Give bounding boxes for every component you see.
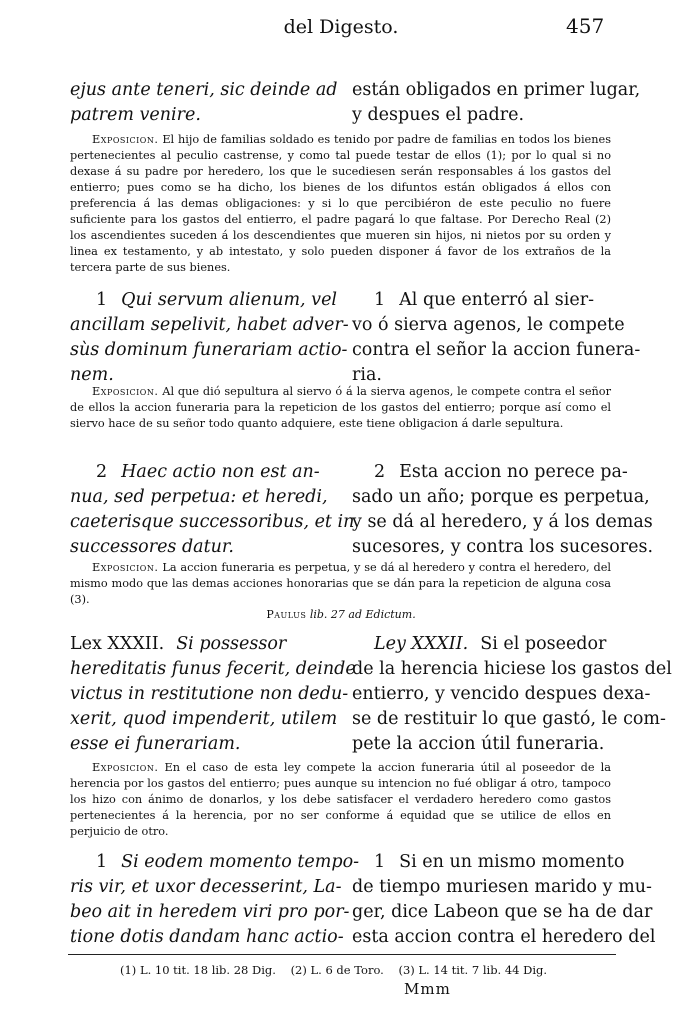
latin-line: ejus ante teneri, sic deinde ad	[70, 80, 338, 100]
spanish-line: sucesores, y contra los sucesores.	[352, 537, 654, 557]
latin-line: Si possessor	[176, 634, 287, 654]
latin-line: tione dotis dandam hanc actio-	[70, 927, 344, 947]
footnote-2: (2) L. 6 de Toro.	[290, 963, 384, 977]
spanish-line: ria.	[352, 365, 382, 385]
signature-mark: Mmm	[404, 980, 451, 998]
latin-line: Haec actio non est an-	[121, 462, 320, 482]
latin-line: patrem venire.	[70, 105, 201, 125]
latin-line: Qui servum alienum, vel	[121, 290, 338, 310]
spanish-line: Al que enterró al sier-	[399, 290, 594, 310]
exposicion-text: En el caso de esta ley compete la accion funeraria útil al poseedor de la herencia por los gastos del entierro; pues aunque su intencion no fué obligar á otro, tampoco los hizo con ánimo de donarlos, y los debe satisfacer el verdadero heredero como gastos pertenecientes á la herencia, por no ser conforme á equidad que se utilice de ellos en perjuicio de otro.	[70, 761, 611, 838]
spanish-text-block-1	[352, 78, 641, 128]
spanish-line: Si en un mismo momento	[399, 852, 625, 872]
latin-text-block-2	[70, 288, 349, 388]
spanish-line: de tiempo muriesen marido y mu-	[352, 877, 652, 897]
spanish-line: están obligados en primer lugar,	[352, 80, 641, 100]
paragraph-number: 2	[96, 462, 108, 482]
spanish-line: sado un año; porque es perpetua,	[352, 487, 650, 507]
spanish-line: Si el poseedor	[480, 634, 607, 654]
latin-line: victus in restitutione non dedu-	[70, 684, 349, 704]
latin-line: sùs dominum funerariam actio-	[70, 340, 348, 360]
page-number: 457	[566, 14, 605, 38]
latin-text-block-4	[70, 632, 356, 757]
ley-heading: Ley XXXII.	[374, 634, 469, 654]
latin-line: ris vir, et uxor decesserint, La-	[70, 877, 342, 897]
paragraph-number: 1	[374, 290, 386, 310]
latin-text-block-5	[70, 850, 360, 950]
spanish-line: ger, dice Labeon que se ha de dar	[352, 902, 653, 922]
exposicion-paragraph-4	[70, 760, 611, 840]
spanish-text-block-4	[352, 632, 672, 757]
footnote-divider	[68, 954, 616, 955]
spanish-text-block-5	[352, 850, 656, 950]
latin-line: nem.	[70, 365, 114, 385]
exposicion-text: Al que dió sepultura al siervo ó á la sierva agenos, le compete contra el señor de ellos la accion funeraria para la repeticion de los gastos del entierro; porque así como el siervo hace de su señor todo quanto adquiere, este tiene obligacion á darle sepultura.	[70, 385, 611, 430]
paragraph-number: 1	[96, 290, 108, 310]
footnote-3: (3) L. 14 tit. 7 lib. 44 Dig.	[398, 963, 548, 977]
latin-line: ancillam sepelivit, habet adver-	[70, 315, 349, 335]
spanish-line: pete la accion útil funeraria.	[352, 734, 605, 754]
spanish-line: entierro, y vencido despues dexa-	[352, 684, 651, 704]
latin-line: caeterisque successoribus, et in	[70, 512, 355, 532]
footnote-1: (1) L. 10 tit. 18 lib. 28 Dig.	[120, 963, 276, 977]
exposicion-label: Exposicion.	[92, 561, 159, 574]
exposicion-label: Exposicion.	[92, 385, 159, 398]
running-header: del Digesto.	[283, 16, 399, 38]
exposicion-paragraph-1	[70, 132, 611, 276]
latin-line: esse ei funerariam.	[70, 734, 241, 754]
paragraph-number: 2	[374, 462, 386, 482]
footnotes	[120, 963, 547, 977]
latin-line: xerit, quod impenderit, utilem	[70, 709, 338, 729]
spanish-line: y se dá al heredero, y á los demas	[352, 512, 653, 532]
spanish-line: esta accion contra el heredero del	[352, 927, 656, 947]
exposicion-paragraph-2	[70, 384, 611, 432]
latin-line: hereditatis funus fecerit, deinde	[70, 659, 356, 679]
exposicion-paragraph-3	[70, 560, 611, 608]
spanish-line: se de restituir lo que gastó, le com-	[352, 709, 666, 729]
latin-line: beo ait in heredem viri pro por-	[70, 902, 350, 922]
latin-line: nua, sed perpetua: et heredi,	[70, 487, 328, 507]
latin-line: successores datur.	[70, 537, 234, 557]
paragraph-number: 1	[96, 852, 108, 872]
paragraph-number: 1	[374, 852, 386, 872]
exposicion-label: Exposicion.	[92, 133, 159, 146]
exposicion-text: La accion funeraria es perpetua, y se dá al heredero y contra el heredero, del mismo modo que las demas acciones honorarias que se dán para la repeticion de alguna cosa (3).	[70, 561, 612, 606]
latin-text-block-3	[70, 460, 355, 560]
exposicion-text: El hijo de familias soldado es tenido por padre de familias en todos los bienes pertenecientes al peculio castrense, y como tal puede testar de ellos (1); por lo qual si no dexase á su padre por heredero, los que le sucediesen serán responsables á los gastos del entierro; pues como se ha dicho, los bienes de los difuntos están obligados á ellos con preferencia á las demas obligaciones: y si lo que percibiéron de este peculio no fuere suficiente para los gastos del entierro, el padre pagará lo que faltase. Por Derecho Real (2) los ascendientes suceden á los descendientes que mueren sin hijos, ni nietos por su orden y linea ex testamento, y ab intestato, y solo pueden disponer á favor de los extraños de la tercera parte de sus bienes.	[70, 133, 612, 274]
latin-line: Si eodem momento tempo-	[121, 852, 360, 872]
spanish-text-block-3	[352, 460, 654, 560]
attribution-author: Paulus	[266, 608, 307, 621]
source-attribution	[0, 608, 682, 621]
spanish-text-block-2	[352, 288, 641, 388]
exposicion-label: Exposicion.	[92, 761, 159, 774]
spanish-line: vo ó sierva agenos, le compete	[352, 315, 625, 335]
lex-heading: Lex XXXII.	[70, 634, 165, 654]
spanish-line: contra el señor la accion funera-	[352, 340, 641, 360]
spanish-line: Esta accion no perece pa-	[399, 462, 628, 482]
attribution-source: lib. 27 ad Edictum.	[309, 608, 416, 621]
spanish-line: de la herencia hiciese los gastos del	[352, 659, 672, 679]
latin-text-block-1	[70, 78, 338, 128]
spanish-line: y despues el padre.	[352, 105, 525, 125]
